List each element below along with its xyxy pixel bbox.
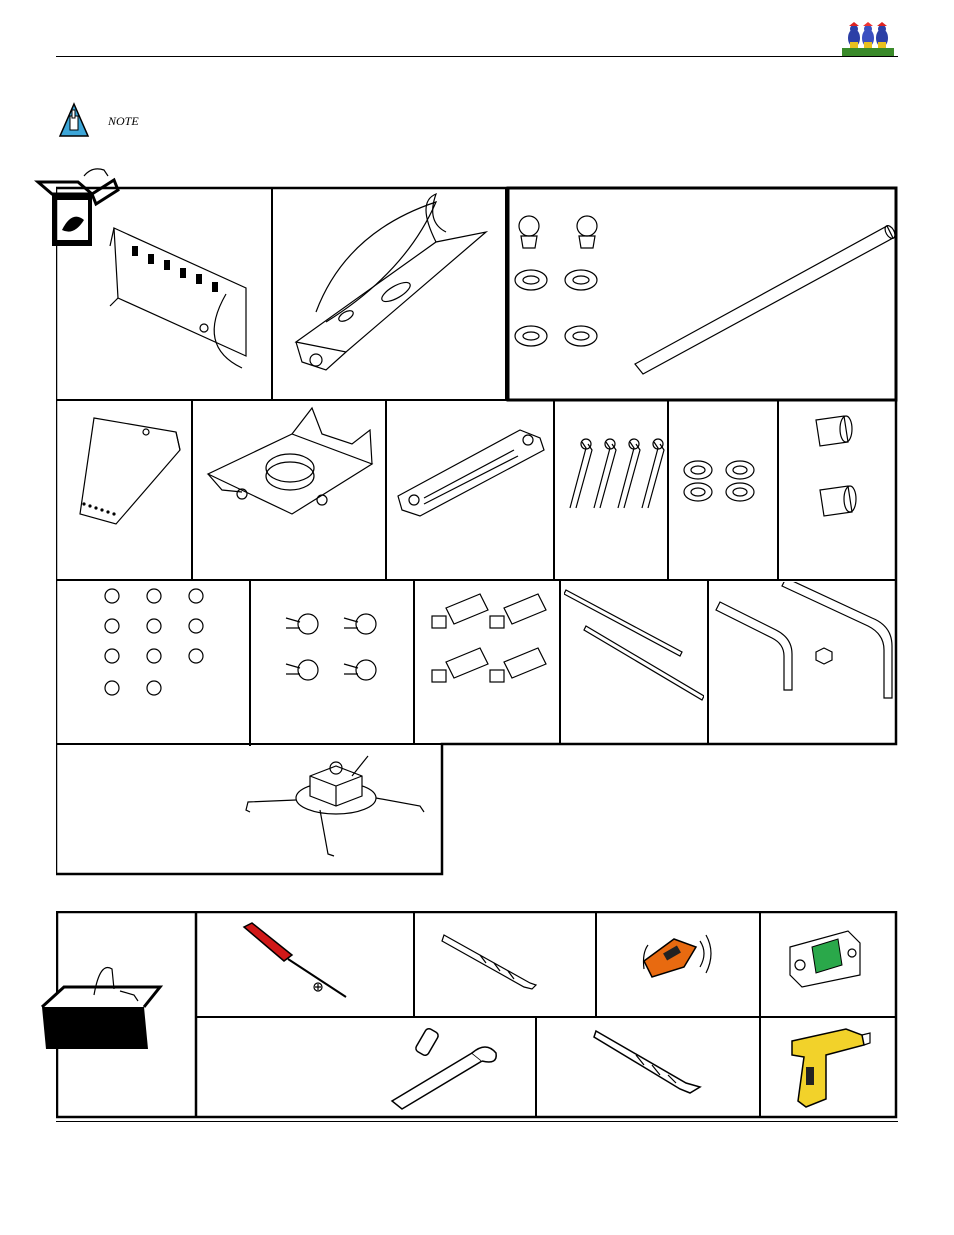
- pipe-couplers-icon: [808, 412, 868, 532]
- phillips-screwdriver-icon: [242, 921, 352, 1003]
- toolbox-icon: [40, 961, 166, 1053]
- footer-rule: [56, 1121, 898, 1122]
- parts-grid: [56, 186, 898, 876]
- projector-mount-spider-icon: [244, 748, 428, 862]
- header-rule: [56, 56, 898, 57]
- slotted-bar-icon: [394, 426, 548, 526]
- extension-bracket-icon: [286, 192, 496, 382]
- side-bracket-icon: [76, 412, 186, 532]
- flat-washers-icon: [678, 456, 764, 506]
- power-drill-icon: [786, 1023, 872, 1111]
- socket-wrench-icon: [386, 1025, 516, 1111]
- note-hand-icon: [58, 100, 106, 146]
- lag-bolts-icon: [562, 436, 666, 516]
- machine-screws-four-icon: [278, 606, 388, 690]
- screws-washers-tube-icon: [511, 204, 895, 384]
- level-icon: [788, 925, 868, 989]
- anchor-bolts-icon: [426, 590, 552, 690]
- stud-finder-icon: [634, 929, 718, 989]
- note-label: NOTE: [108, 114, 139, 128]
- machine-screws-eleven-icon: [92, 584, 222, 708]
- tools-grid: [56, 911, 898, 1119]
- masonry-bit-icon: [592, 1025, 704, 1095]
- drill-bit-icon: [440, 929, 540, 991]
- hex-keys-icon: [712, 582, 896, 706]
- rods-icon: [564, 588, 704, 704]
- parrots-logo-icon: [840, 18, 896, 58]
- ceiling-plate-icon: [202, 404, 382, 534]
- wall-plate-icon: [96, 216, 256, 386]
